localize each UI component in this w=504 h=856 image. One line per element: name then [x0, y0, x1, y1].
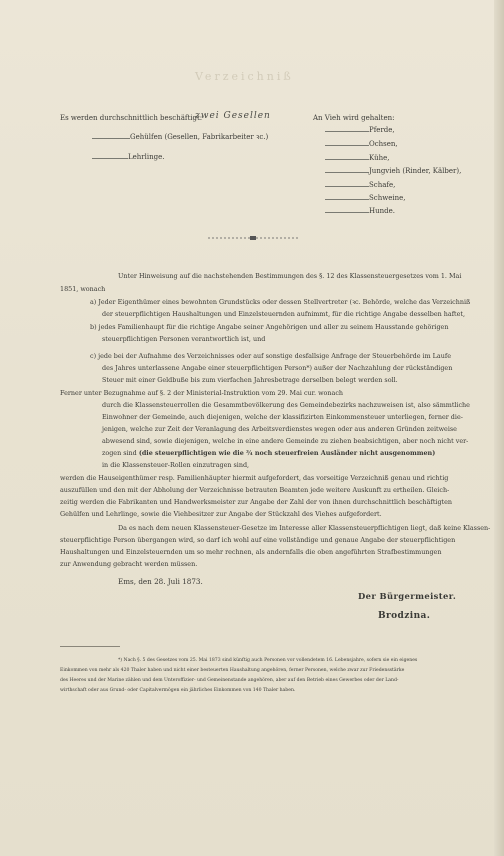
clause-c-line: Steuer mit einer Geldbuße bis zum vierfachen Jahresbetrage derselben belegt werden soll.: [102, 376, 398, 384]
livestock-row: Schafe,: [325, 181, 395, 190]
livestock-row: Jungvieh (Rinder, Kälber),: [325, 167, 461, 176]
paragraph-reference-line: abwesend sind, sowie diejenigen, welche in eine andere Gemeinde zu ziehen beabsichtigen, aber noch nicht ver-: [102, 437, 469, 445]
apprentices-blank: [92, 158, 128, 159]
apprentices-label: Lehrlinge.: [128, 153, 165, 161]
paragraph-request-line: auszufüllen und den mit der Abholung der Verzeichnisse betrauten Beamten jede weitere Auskunft zu ertheilen. Gleich-: [60, 486, 450, 494]
employees-handwritten-entry: zwei Gesellen: [195, 111, 271, 121]
paragraph-request-line: zeitig werden die Fabrikanten und Handwerksmeister zur Angabe der Zahl der von ihnen durchschnittlich beschäftigten: [60, 498, 453, 506]
paragraph-intro-line: 1851, wonach: [60, 285, 106, 293]
page-edge: [494, 0, 504, 856]
paragraph-request-line: werden die Hauseigenthümer resp. Familienhäupter hiermit aufgefordert, das vorseitige Verzeichniß genau und richtig: [60, 474, 449, 482]
livestock-label: An Vieh wird gehalten:: [313, 114, 395, 122]
paragraph-reference-line: Einwohner der Gemeinde, auch diejenigen, welche der klassifizirten Einkommensteuer unterliegen, ferner die-: [102, 413, 463, 421]
footnote-line: *) Nach §. 5 des Gesetzes vom 25. Mai 1873 sind künftig auch Personen vor vollendetem 16. Lebensjahre, sofern sie ein eigenes: [118, 658, 418, 663]
paragraph-intro-line: Unter Hinweisung auf die nachstehenden Bestimmungen des §. 12 des Klassensteuergesetzes vom 1. Mai: [118, 272, 462, 280]
paragraph-closing-line: zur Anwendung gebracht werden müssen.: [60, 560, 198, 568]
paragraph-request-line: Gehülfen und Lehrlinge, sowie die Viehbesitzer zur Angabe der Stückzahl des Viehes aufgefordert.: [60, 510, 382, 518]
paragraph-closing-line: Da es nach dem neuen Klassensteuer-Gesetze im Interesse aller Klassensteuerpflichtigen liegt, daß keine Klassen-: [118, 524, 491, 532]
mayor-signature-name: Brodzina.: [378, 611, 431, 621]
paragraph-reference-line: jenigen, welche zur Zeit der Veranlagung des Arbeitsverdienstes wegen oder aus anderen Gründen zeitweise: [102, 425, 457, 433]
clause-a-line: der steuerpflichtigen Haushaltungen und Einzelsteuernden aufnimmt, für die richtige Angabe desselben haftet,: [102, 310, 466, 318]
livestock-row: Ochsen,: [325, 140, 398, 149]
clause-a-line: a) Jeder Eigenthümer eines bewohnten Grundstücks oder dessen Stellvertreter (ꝛc. Behörde, welche das Verzeichniß: [90, 298, 471, 306]
paragraph-reference-line: Ferner unter Bezugnahme auf §. 2 der Ministerial-Instruktion vom 29. Mai cur. wonach: [60, 389, 344, 397]
employees-label: Es werden durchschnittlich beschäftigt:: [60, 114, 203, 122]
paragraph-closing-line: steuerpflichtige Person übergangen wird, so darf ich wohl auf eine vollständige und genaue Angabe der steuerpflichtigen: [60, 536, 456, 544]
clause-c-line: c) jede bei der Aufnahme des Verzeichnisses oder auf sonstige desfallsige Anfrage der Steuerbehörde im Laufe: [90, 352, 452, 360]
bleed-through-text: Verzeichniß: [195, 70, 294, 83]
ornament-divider: [208, 235, 298, 241]
footnote-line: Einkommen von mehr als 420 Thaler haben und nicht einer besteuerten Haushaltung angehören, ferner Personen, welche zwar zur Friedensstärke: [60, 668, 405, 673]
emphasized-foreigners-note: (die steuerpflichtigen wie die ¾ noch steuerfreien Ausländer nicht ausgenommen): [138, 449, 436, 457]
livestock-row: Schweine,: [325, 194, 405, 203]
clause-c-line: des Jahres unterlassene Angabe einer steuerpflichtigen Person*) außer der Nachzahlung der rückständigen: [102, 364, 453, 372]
paragraph-reference-line: durch die Klassensteuerrollen die Gesammtbevölkerung des Gemeindebezirks nachzuweisen ist, also sämmtliche: [102, 401, 470, 409]
place-date: Ems, den 28. Juli 1873.: [118, 577, 203, 586]
footnote-line: wirthschaft oder aus Grund- oder Capitalvermögen ein jährliches Einkommen von 140 Thaler haben.: [60, 688, 296, 693]
assistants-label: Gehülfen (Gesellen, Fabrikarbeiter ꝛc.): [130, 133, 269, 141]
assistants-row: [92, 133, 268, 142]
assistants-blank: [92, 138, 130, 139]
apprentices-row: [92, 153, 164, 162]
clause-b-line: b) jedes Familienhaupt für die richtige Angabe seiner Angehörigen und aller zu seinem Hausstande gehörigen: [90, 323, 449, 331]
footnote-line: des Heeres und der Marine zählen und dem Unteroffizier- und Gemeinenstande angehören, aber auf den Betrieb eines Gewerbes oder der Land-: [60, 678, 399, 683]
paragraph-reference-line: zogen sind (die steuerpflichtigen wie die ¾ noch steuerfreien Ausländer nicht ausgenommen): [102, 449, 436, 457]
clause-b-line: steuerpflichtigen Personen verantwortlich ist, und: [102, 335, 266, 343]
livestock-row: Hunde.: [325, 207, 395, 216]
footnote-rule: [60, 646, 120, 647]
livestock-row: Kühe,: [325, 154, 389, 163]
paragraph-closing-line: Haushaltungen und Einzelsteuernden um so mehr rechnen, als andernfalls die oben angeführten Strafbestimmungen: [60, 548, 442, 556]
livestock-row: Pferde,: [325, 126, 395, 135]
paragraph-reference-line: in die Klassensteuer-Rollen einzutragen sind,: [102, 461, 250, 469]
mayor-title: Der Bürgermeister.: [358, 591, 457, 601]
